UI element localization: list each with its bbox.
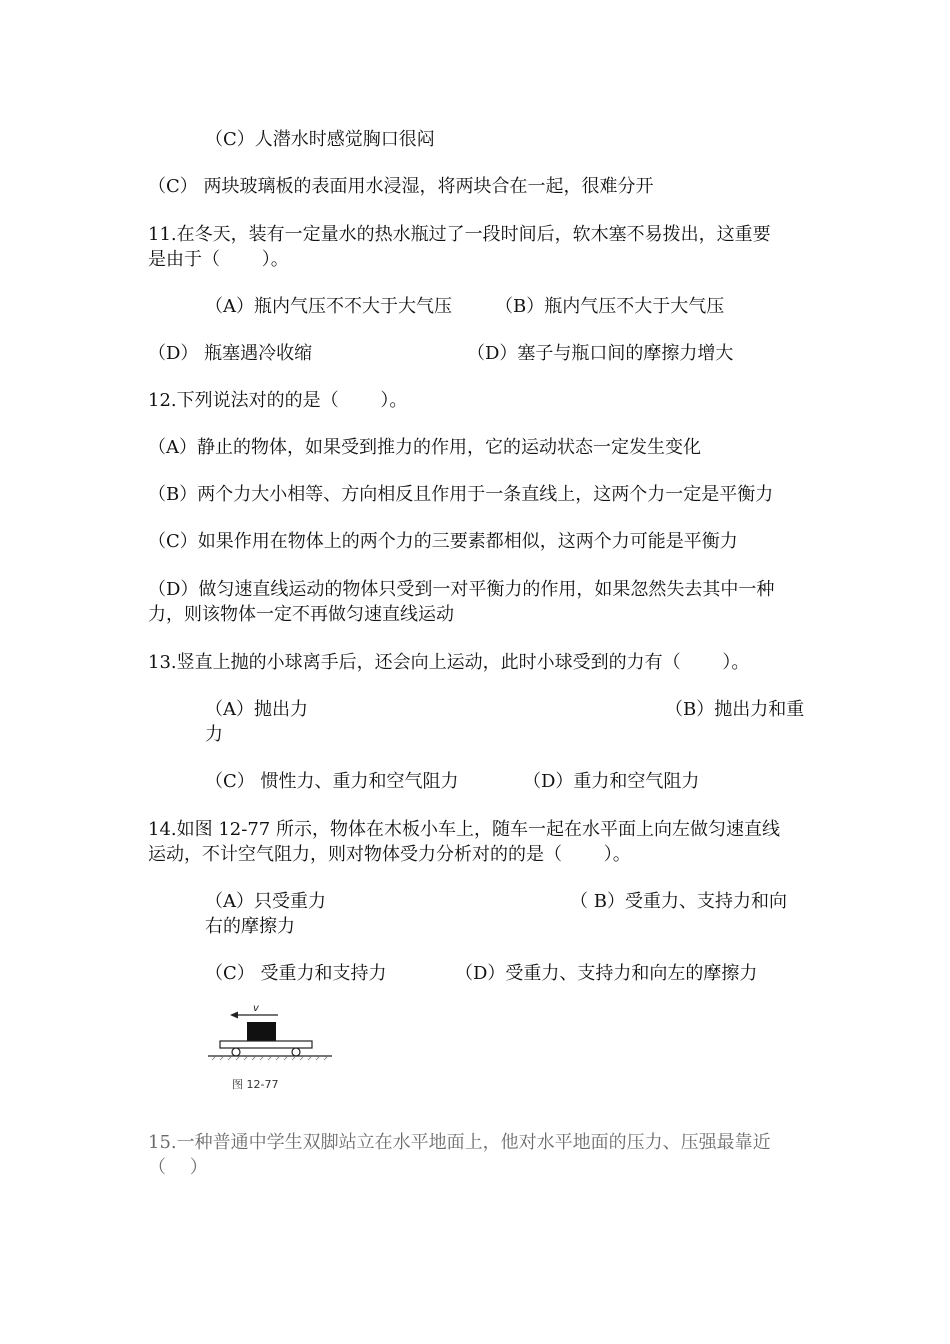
question-13-option-d: （D）重力和空气阻力 (523, 771, 700, 792)
velocity-label: v (253, 1003, 259, 1014)
question-14-line-2: 运动，不计空气阻力，则对物体受力分析对的的是（ ）。 (148, 844, 631, 865)
question-11-line-2: 是由于（ ）。 (148, 249, 289, 270)
question-11-option-b: （B）瓶内气压不大于大气压 (495, 296, 725, 317)
question-14-option-b-wrap: 右的摩擦力 (205, 916, 295, 937)
question-12-stem: 12.下列说法对的的是（ ）。 (148, 390, 408, 411)
question-13-option-a: （A）抛出力 (205, 699, 308, 720)
question-13-option-b: （B）抛出力和重 (665, 699, 805, 720)
question-12-option-b: （B）两个力大小相等、方向相反且作用于一条直线上，这两个力一定是平衡力 (148, 484, 774, 505)
question-12-option-d-line-2: 力，则该物体一定不再做匀速直线运动 (148, 604, 454, 625)
question-13-option-b-wrap: 力 (205, 724, 223, 745)
question-14-option-a: （A）只受重力 (205, 891, 326, 912)
option-c-glass: （C） 两块玻璃板的表面用水浸湿，将两块合在一起，很难分开 (148, 176, 654, 197)
question-15-line-1: 15.一种普通中学生双脚站立在水平地面上，他对水平地面的压力、压强最靠近 (148, 1132, 771, 1153)
cart-board (220, 1041, 312, 1048)
question-13-option-c: （C） 惯性力、重力和空气阻力 (205, 771, 459, 792)
option-c-diving: （C）人潜水时感觉胸口很闷 (205, 129, 435, 150)
question-14-option-c: （C） 受重力和支持力 (205, 963, 387, 984)
wheel-left (232, 1048, 240, 1056)
question-11-option-d1: （D） 瓶塞遇冷收缩 (148, 343, 313, 364)
question-14-option-b: （ B）受重力、支持力和向 (570, 891, 787, 912)
question-14-option-d: （D）受重力、支持力和向左的摩擦力 (455, 963, 758, 984)
question-12-option-d-line-1: （D）做匀速直线运动的物体只受到一对平衡力的作用，如果忽然失去其中一种 (148, 579, 775, 600)
question-11-line-1: 11.在冬天，装有一定量水的热水瓶过了一段时间后，软木塞不易拨出，这重要 (148, 224, 771, 245)
velocity-arrow-head (230, 1012, 238, 1019)
wheel-right (292, 1048, 300, 1056)
question-11-option-a: （A）瓶内气压不不大于大气压 (205, 296, 452, 317)
block (247, 1022, 276, 1041)
question-12-option-c: （C）如果作用在物体上的两个力的三要素都相似，这两个力可能是平衡力 (148, 531, 738, 552)
question-15-line-2: （ ） (148, 1157, 208, 1178)
question-14-line-1: 14.如图 12-77 所示，物体在木板小车上，随车一起在水平面上向左做匀速直线 (148, 819, 780, 840)
question-11-option-d2: （D）塞子与瓶口间的摩擦力增大 (467, 343, 734, 364)
figure-caption: 图 12-77 (232, 1078, 279, 1091)
question-13-stem: 13.竖直上抛的小球离手后，还会向上运动，此时小球受到的力有（ ）。 (148, 652, 750, 673)
figure-12-77 (200, 1000, 360, 1095)
question-12-option-a: （A）静止的物体，如果受到推力的作用，它的运动状态一定发生变化 (148, 437, 701, 458)
